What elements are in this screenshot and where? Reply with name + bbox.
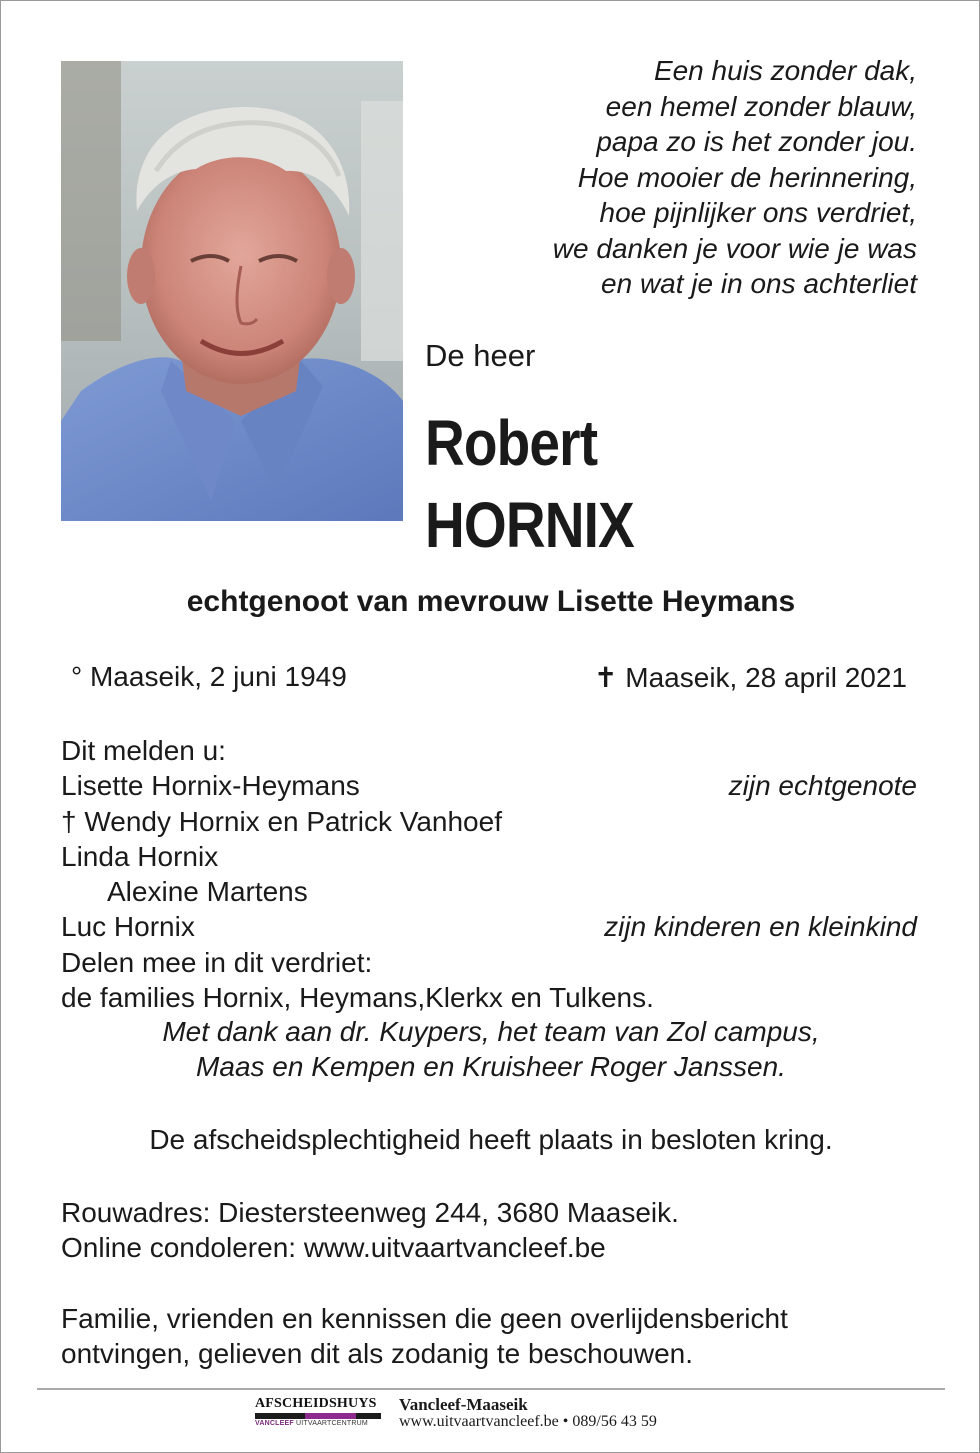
- family-line: Alexine Martens: [107, 876, 308, 907]
- logo-color-bar: [255, 1413, 381, 1419]
- closing-line: ontvingen, gelieven dit als zodanig te beschouwen.: [61, 1338, 693, 1369]
- poem-line: papa zo is het zonder jou.: [596, 126, 917, 157]
- last-name: HORNIX: [425, 489, 634, 561]
- logo-bar-segment: [356, 1413, 381, 1419]
- family-line: de families Hornix, Heymans,Klerkx en Tulkens.: [61, 982, 654, 1013]
- funeral-home-name: Vancleef-Maaseik: [399, 1395, 528, 1414]
- logo-subtitle-right: UITVAARTCENTRUM: [295, 1420, 368, 1427]
- honorific: De heer: [425, 338, 536, 373]
- logo-bar-segment: [331, 1413, 356, 1419]
- logo-bar-segment: [255, 1413, 280, 1419]
- ceremony-line: De afscheidsplechtigheid heeft plaats in besloten kring.: [149, 1124, 833, 1155]
- death-info: ✝ Maaseik, 28 april 2021: [594, 662, 907, 693]
- poem-line: hoe pijnlijker ons verdriet,: [599, 197, 917, 228]
- role-spouse: zijn echtgenote: [728, 770, 917, 801]
- family-line: Linda Hornix: [61, 841, 219, 872]
- first-name: Robert: [425, 407, 598, 479]
- portrait-photo: [61, 61, 403, 521]
- poem: [553, 53, 917, 302]
- role-children: zijn kinderen en kleinkind: [604, 911, 917, 942]
- birth-info: ° Maaseik, 2 juni 1949: [71, 661, 347, 692]
- thanks-line: Met dank aan dr. Kuypers, het team van Zol campus,: [162, 1016, 820, 1047]
- funeral-home-contact: www.uitvaartvancleef.be • 089/56 43 59: [399, 1413, 657, 1430]
- poem-line: en wat je in ons achterliet: [601, 268, 917, 299]
- logo-bar-segment: [305, 1413, 330, 1419]
- logo-subtitle-left: VANCLEEF: [255, 1420, 294, 1427]
- family-line: Lisette Hornix-Heymans: [61, 770, 360, 801]
- poem-line: een hemel zonder blauw,: [605, 90, 917, 122]
- footer-divider: [37, 1388, 945, 1390]
- family-line: Delen mee in dit verdriet:: [61, 947, 373, 978]
- closing-line: Familie, vrienden en kennissen die geen overlijdensbericht: [61, 1303, 788, 1334]
- thanks-line: Maas en Kempen en Kruisheer Roger Janssen.: [196, 1051, 786, 1082]
- family-line: Luc Hornix: [61, 911, 195, 942]
- funeral-home-logo: [255, 1396, 381, 1432]
- announce-intro: Dit melden u:: [61, 735, 226, 766]
- logo-title: AFSCHEIDSHUYS: [255, 1396, 377, 1411]
- poem-line: we danken je voor wie je was: [552, 232, 917, 264]
- logo-subtitle: [255, 1420, 381, 1427]
- poem-line: Een huis zonder dak,: [653, 55, 917, 86]
- logo-bar-segment: [280, 1413, 305, 1419]
- address-line: Rouwadres: Diestersteenweg 244, 3680 Maaseik.: [61, 1197, 679, 1228]
- online-condolence: Online condoleren: www.uitvaartvancleef.be: [61, 1232, 606, 1263]
- family-line: † Wendy Hornix en Patrick Vanhoef: [61, 806, 502, 837]
- spouse-line: echtgenoot van mevrouw Lisette Heymans: [186, 585, 796, 618]
- poem-line: Hoe mooier de herinnering,: [577, 161, 917, 193]
